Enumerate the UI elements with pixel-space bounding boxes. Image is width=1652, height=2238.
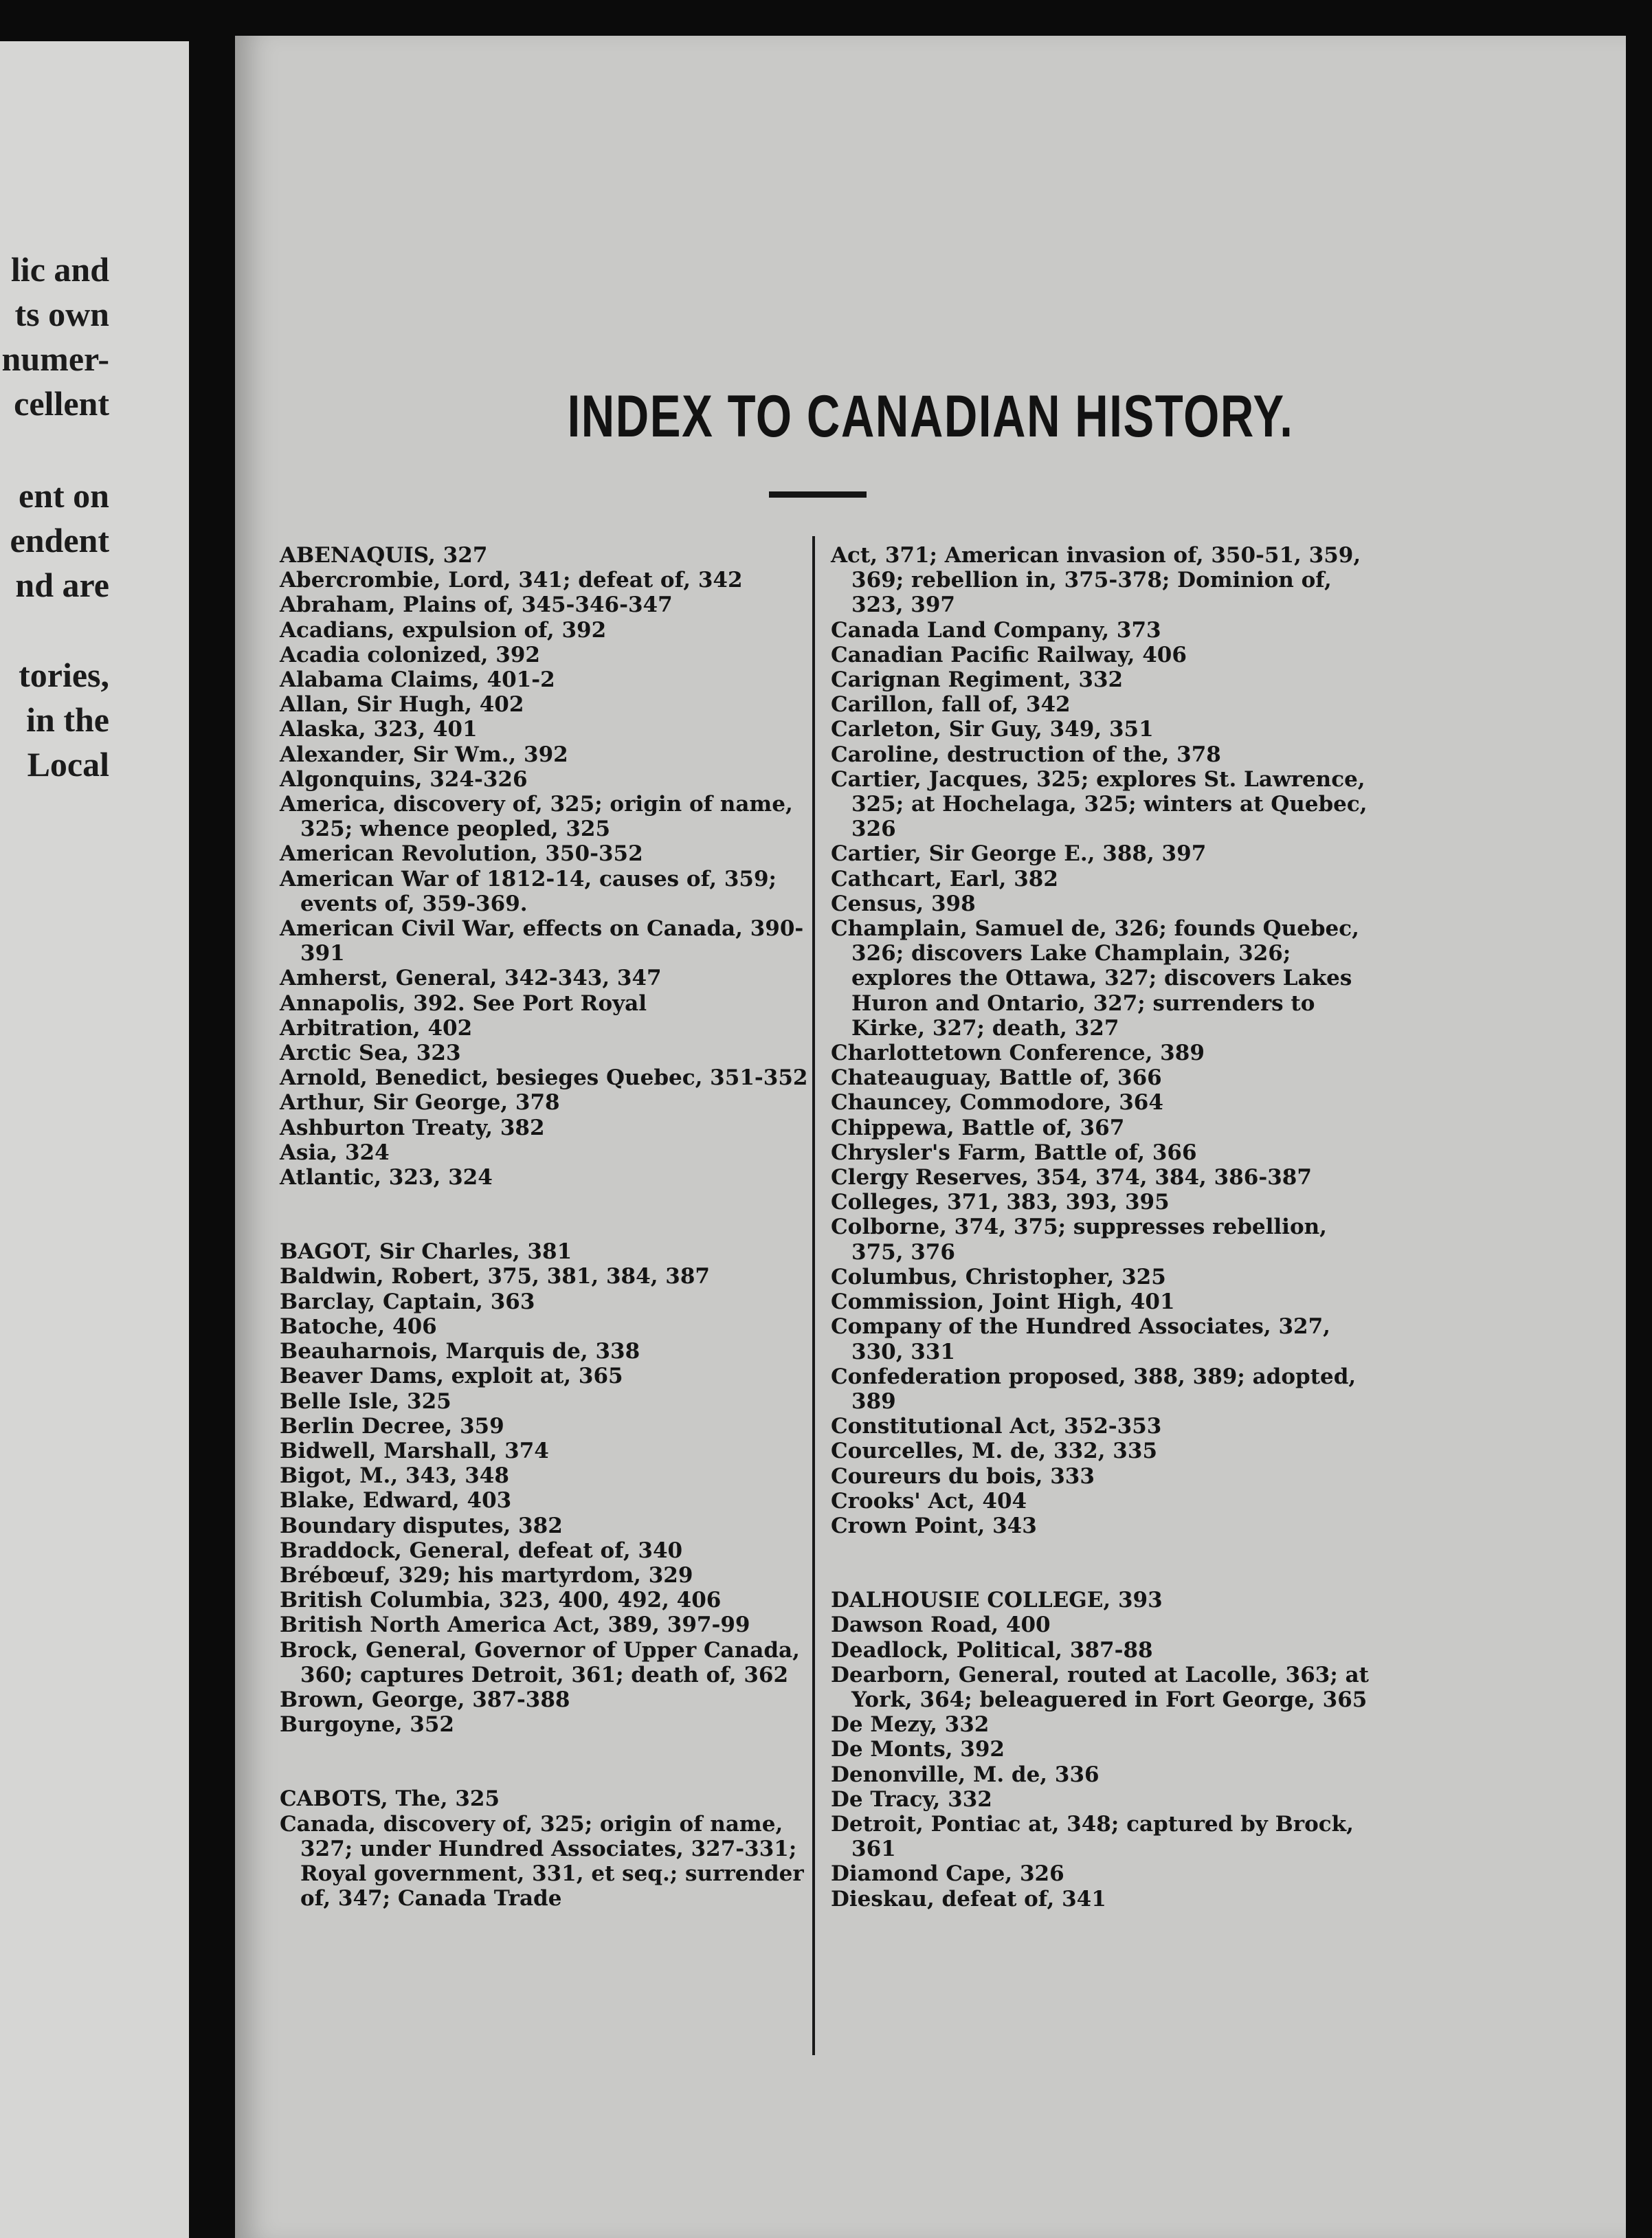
facing-page-text: ent on — [19, 476, 109, 515]
index-entry: Columbus, Christopher, 325 — [831, 1264, 1166, 1289]
index-entry: Crooks' Act, 404 — [831, 1488, 1027, 1514]
index-entry: Company of the Hundred Associates, 327, 330, 331 — [831, 1314, 1330, 1364]
index-entry: Baldwin, Robert, 375, 381, 384, 387 — [280, 1264, 710, 1289]
facing-page-text: in the — [26, 700, 109, 739]
index-entry: Chauncey, Commodore, 364 — [831, 1090, 1163, 1116]
index-entry: Denonville, M. de, 336 — [831, 1762, 1100, 1787]
index-entry: American Civil War, effects on Canada, 390-391 — [280, 916, 804, 966]
index-entry: Chateauguay, Battle of, 366 — [831, 1065, 1162, 1091]
index-entry: Clergy Reserves, 354, 374, 384, 386-387 — [831, 1165, 1312, 1190]
index-entry: Brown, George, 387-388 — [280, 1687, 570, 1712]
index-entry: Champlain, Samuel de, 326; founds Quebec, 326; discovers Lake Champlain, 326; explores the Ottawa, 327; discovers Lakes Huron and Ontario, 327; surrenders to Kirke, 327; death, 327 — [831, 916, 1359, 1041]
index-entry: Alaska, 323, 401 — [280, 717, 478, 742]
index-entry: Annapolis, 392. See Port Royal — [280, 990, 647, 1016]
index-entry: Bigot, M., 343, 348 — [280, 1463, 509, 1489]
index-entry: Dearborn, General, routed at Lacolle, 363; at York, 364; beleaguered in Fort George, 365 — [831, 1662, 1369, 1712]
section-gap — [831, 1538, 1381, 1588]
index-entry: BAGOT, Sir Charles, 381 — [280, 1239, 572, 1265]
facing-page-text: numer- — [1, 340, 109, 378]
index-entry: Chippewa, Battle of, 367 — [831, 1115, 1125, 1140]
facing-page-text: nd are — [15, 566, 109, 604]
index-entry: Cartier, Jacques, 325; explores St. Lawrence, 325; at Hochelaga, 325; winters at Quebec, 326 — [831, 766, 1368, 842]
index-entry: Carleton, Sir Guy, 349, 351 — [831, 717, 1154, 742]
index-entry: Deadlock, Political, 387-88 — [831, 1637, 1153, 1663]
index-entry: Arnold, Benedict, besieges Quebec, 351-352 — [280, 1065, 808, 1091]
facing-page-text: cellent — [14, 384, 109, 423]
index-entry: Acadians, expulsion of, 392 — [280, 617, 607, 643]
index-entry: Arthur, Sir George, 378 — [280, 1090, 560, 1116]
index-entry: Cartier, Sir George E., 388, 397 — [831, 841, 1207, 867]
index-entry: American War of 1812-14, causes of, 359; events of, 359-369. — [280, 866, 777, 916]
index-entry: DALHOUSIE COLLEGE, 393 — [831, 1588, 1163, 1613]
index-entry: De Mezy, 332 — [831, 1712, 990, 1738]
index-entry: ABENAQUIS, 327 — [280, 543, 488, 568]
facing-page — [0, 41, 189, 2238]
index-entry: Courcelles, M. de, 332, 335 — [831, 1439, 1158, 1464]
index-entry: Detroit, Pontiac at, 348; captured by Brock, 361 — [831, 1811, 1354, 1862]
index-entry: Abercrombie, Lord, 341; defeat of, 342 — [280, 568, 743, 593]
page-title: INDEX TO CANADIAN HISTORY. — [567, 384, 1294, 450]
index-page — [235, 36, 1626, 2238]
facing-page-text: Local — [27, 745, 109, 784]
index-entry: British North America Act, 389, 397-99 — [280, 1613, 750, 1638]
index-entry: Boundary disputes, 382 — [280, 1513, 563, 1538]
facing-page-text: tories, — [19, 656, 109, 694]
index-entry: Asia, 324 — [280, 1140, 390, 1165]
index-entry: De Tracy, 332 — [831, 1786, 992, 1812]
index-entry: Algonquins, 324-326 — [280, 766, 528, 792]
index-entry: Beaver Dams, exploit at, 365 — [280, 1364, 623, 1389]
index-entry: Arbitration, 402 — [280, 1015, 473, 1041]
index-entry: Alexander, Sir Wm., 392 — [280, 742, 568, 767]
index-entry: Carillon, fall of, 342 — [831, 692, 1071, 718]
index-entry: Canadian Pacific Railway, 406 — [831, 642, 1187, 667]
index-entry: Arctic Sea, 323 — [280, 1041, 461, 1066]
index-entry: Barclay, Captain, 363 — [280, 1289, 535, 1314]
index-entry: Confederation proposed, 388, 389; adopted, 389 — [831, 1364, 1357, 1414]
index-entry: Beauharnois, Marquis de, 338 — [280, 1339, 640, 1364]
index-entry: Canada, discovery of, 325; origin of name, 327; under Hundred Associates, 327-331; Royal government, 331, et seq.; surrender of, 347; Canada Trade — [280, 1811, 804, 1912]
index-entry: Dieskau, defeat of, 341 — [831, 1886, 1106, 1912]
index-entry: Commission, Joint High, 401 — [831, 1289, 1175, 1315]
index-entry: Canada Land Company, 373 — [831, 617, 1161, 643]
index-entry: De Monts, 392 — [831, 1737, 1005, 1762]
index-entry: American Revolution, 350-352 — [280, 841, 643, 867]
index-column-left — [280, 543, 823, 1911]
index-entry: Atlantic, 323, 324 — [280, 1165, 493, 1190]
index-entry: Constitutional Act, 352-353 — [831, 1414, 1162, 1439]
index-entry: Allan, Sir Hugh, 402 — [280, 692, 524, 718]
index-column-right — [831, 543, 1381, 1912]
index-entry: Abraham, Plains of, 345-346-347 — [280, 592, 673, 618]
index-entry: Brock, General, Governor of Upper Canada, 360; captures Detroit, 361; death of, 362 — [280, 1637, 800, 1687]
title-rule — [769, 491, 867, 498]
index-entry: Amherst, General, 342-343, 347 — [280, 966, 662, 991]
index-entry: Colborne, 374, 375; suppresses rebellion, 375, 376 — [831, 1215, 1327, 1265]
index-entry: Dawson Road, 400 — [831, 1613, 1051, 1638]
index-entry: Act, 371; American invasion of, 350-51, 359, 369; rebellion in, 375-378; Dominion of, 323, 397 — [831, 543, 1361, 618]
index-entry: Berlin Decree, 359 — [280, 1413, 504, 1439]
facing-page-text: lic and — [10, 250, 109, 289]
index-entry: Coureurs du bois, 333 — [831, 1463, 1095, 1489]
index-entry: Batoche, 406 — [280, 1314, 437, 1339]
index-entry: Carignan Regiment, 332 — [831, 667, 1124, 693]
index-entry: Ashburton Treaty, 382 — [280, 1115, 545, 1140]
index-entry: Chrysler's Farm, Battle of, 366 — [831, 1140, 1197, 1165]
index-entry: Alabama Claims, 401-2 — [280, 667, 555, 693]
index-entry: Caroline, destruction of the, 378 — [831, 742, 1221, 767]
section-gap — [280, 1737, 823, 1786]
index-entry: America, discovery of, 325; origin of name, 325; whence peopled, 325 — [280, 792, 793, 842]
index-entry: Acadia colonized, 392 — [280, 642, 540, 667]
index-entry: CABOTS, The, 325 — [280, 1786, 500, 1812]
index-entry: Braddock, General, defeat of, 340 — [280, 1538, 683, 1563]
index-entry: Burgoyne, 352 — [280, 1712, 454, 1738]
facing-page-text: ts own — [14, 295, 109, 333]
index-entry: Bidwell, Marshall, 374 — [280, 1438, 549, 1463]
index-entry: Colleges, 371, 383, 393, 395 — [831, 1190, 1170, 1215]
index-entry: Belle Isle, 325 — [280, 1388, 451, 1414]
facing-page-text: endent — [10, 521, 109, 560]
index-entry: Cathcart, Earl, 382 — [831, 866, 1058, 891]
index-entry: Blake, Edward, 403 — [280, 1488, 512, 1514]
index-entry: Diamond Cape, 326 — [831, 1861, 1064, 1887]
index-entry: British Columbia, 323, 400, 492, 406 — [280, 1588, 722, 1613]
section-gap — [280, 1190, 823, 1239]
index-entry: Census, 398 — [831, 891, 976, 916]
index-entry: Charlottetown Conference, 389 — [831, 1041, 1205, 1066]
index-entry: Brébœuf, 329; his martyrdom, 329 — [280, 1562, 693, 1588]
index-entry: Crown Point, 343 — [831, 1513, 1037, 1538]
